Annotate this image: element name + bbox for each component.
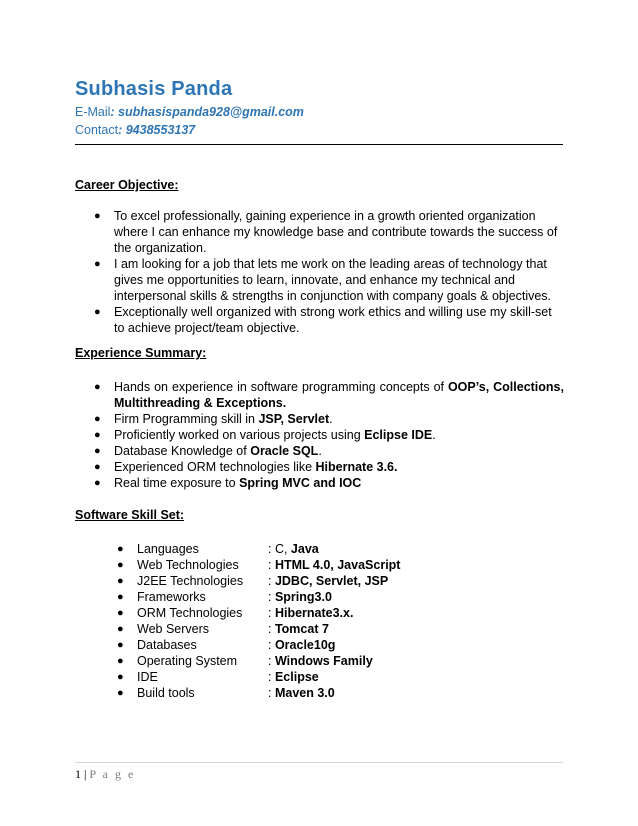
experience-summary-title: Experience Summary: [75,346,207,360]
list-item [94,443,564,459]
experience-text: Proficiently worked on various projects using [114,428,365,442]
skill-row [117,637,417,653]
skill-value: Java [290,542,319,556]
skill-separator: : [268,558,275,572]
list-item [94,427,564,443]
header-divider [75,144,563,145]
bullet-icon: ● [117,543,124,555]
experience-text-end: . [318,444,322,458]
email-label: E-Mail [75,105,111,119]
skill-label: Frameworks [137,590,206,604]
skill-value: Tomcat 7 [274,622,329,636]
skill-value: Spring3.0 [274,590,332,604]
experience-text: Real time exposure to [114,476,240,490]
experience-highlight: Hibernate 3.6. [315,460,398,474]
career-item-text: To excel professionally, gaining experience in a growth oriented organization where I can enhance my knowledge base and contribute towards the success of the organization. [114,209,558,255]
skill-separator: : [268,622,275,636]
skill-label: Databases [137,638,197,652]
skill-set-list [117,541,417,701]
experience-highlight: Eclipse IDE [364,428,433,442]
list-item [94,256,564,304]
skill-row [117,685,417,701]
contact-line [75,123,195,137]
skill-separator: : C, [268,542,291,556]
bullet-icon: ● [94,461,101,473]
list-item [94,304,564,336]
skill-label: IDE [137,670,158,684]
experience-text: Experienced ORM technologies like [114,460,316,474]
skill-separator: : [268,638,275,652]
bullet-icon: ● [117,655,124,667]
skill-value: HTML 4.0, JavaScript [274,558,401,572]
career-objective-list [94,208,564,336]
skill-value: Windows Family [274,654,373,668]
skill-label: Build tools [137,686,195,700]
page-number: 1 [75,767,81,781]
page-word: P a g e [89,767,136,781]
software-skill-set-title: Software Skill Set: [75,508,185,522]
experience-highlight: OOP’s, Collections, Multithreading & Exceptions. [114,380,564,410]
bullet-icon: ● [94,445,101,457]
career-item-text: I am looking for a job that lets me work on the leading areas of technology that gives me opportunities to learn, innovate, and enhance my technical and interpersonal skills & strengths in conjunction with company goals & objectives. [114,257,552,303]
footer-divider [75,762,563,763]
skill-row [117,669,417,685]
bullet-icon: ● [94,413,101,425]
skill-label: Web Technologies [137,558,239,572]
bullet-icon: ● [117,607,124,619]
skill-value: Hibernate3.x. [274,606,354,620]
skill-separator: : [268,574,275,588]
list-item [94,459,564,475]
skill-label: Languages [137,542,199,556]
skill-row [117,573,417,589]
skill-value: Maven 3.0 [274,686,335,700]
candidate-name: Subhasis Panda [75,78,233,100]
bullet-icon: ● [94,477,101,489]
skill-separator: : [268,590,275,604]
skill-label: J2EE Technologies [137,574,244,588]
bullet-icon: ● [117,639,124,651]
skill-separator: : [268,654,275,668]
experience-text: Database Knowledge of [114,444,251,458]
bullet-icon: ● [94,429,101,441]
skill-row [117,605,417,621]
list-item [94,411,564,427]
skill-value: Oracle10g [274,638,336,652]
email-value[interactable]: : subhasispanda928@gmail.com [110,105,304,119]
skill-separator: : [268,686,275,700]
page-separator: | [81,767,90,781]
career-item-text: Exceptionally well organized with strong work ethics and willing use my skill-set to achieve project/team objective. [114,305,552,335]
list-item [94,208,564,256]
skill-row [117,557,417,573]
skill-label: Operating System [137,654,238,668]
skill-separator: : [268,606,275,620]
skill-row [117,589,417,605]
career-objective-title: Career Objective: [75,178,179,192]
skill-separator: : [268,670,275,684]
experience-text-end: . [432,428,436,442]
page-footer [75,767,135,782]
bullet-icon: ● [117,575,124,587]
list-item [94,379,564,411]
skill-label: Web Servers [137,622,210,636]
bullet-icon: ● [117,671,124,683]
bullet-icon: ● [117,559,124,571]
experience-highlight: JSP, Servlet [258,412,330,426]
bullet-icon: ● [94,381,101,393]
experience-highlight: Oracle SQL [250,444,319,458]
bullet-icon: ● [94,258,101,270]
experience-highlight: Spring MVC and IOC [239,476,362,490]
contact-label: Contact [75,123,119,137]
skill-row [117,653,417,669]
skill-row [117,621,417,637]
skill-value: JDBC, Servlet, JSP [274,574,389,588]
bullet-icon: ● [94,210,101,222]
contact-value: : 9438553137 [118,123,196,137]
experience-summary-list [94,379,564,491]
skill-row [117,541,417,557]
skill-label: ORM Technologies [137,606,243,620]
skill-value: Eclipse [274,670,319,684]
experience-text: Firm Programming skill in [114,412,259,426]
bullet-icon: ● [94,306,101,318]
experience-text: Hands on experience in software programming concepts of [114,380,448,394]
list-item [94,475,564,491]
experience-text-end: . [329,412,333,426]
bullet-icon: ● [117,591,124,603]
bullet-icon: ● [117,623,124,635]
bullet-icon: ● [117,687,124,699]
email-line [75,105,304,119]
